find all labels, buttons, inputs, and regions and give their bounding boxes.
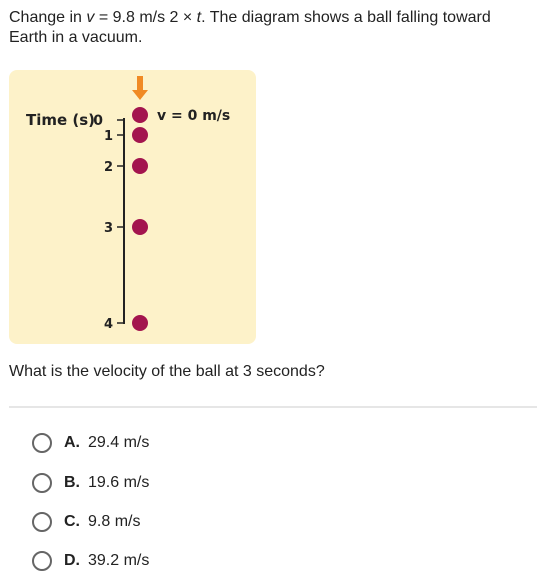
choice-letter: D. [64, 552, 80, 569]
ball-t2 [132, 158, 148, 174]
radio-icon[interactable] [32, 473, 52, 493]
ball-t3 [132, 219, 148, 235]
choice-text: 39.2 m/s [88, 552, 150, 569]
ball-t4 [132, 315, 148, 331]
variable-t: t [196, 9, 202, 26]
prompt-text-2: = 9.8 m/s 2 × [94, 9, 197, 26]
prompt-text-3: . The diagram shows a ball falling toward Earth in a vacuum. [9, 9, 491, 46]
tick-label-3: 3 [103, 221, 113, 236]
tick-label-2: 2 [103, 160, 113, 175]
choice-text: 19.6 m/s [88, 474, 150, 491]
tick-label-4: 4 [103, 317, 113, 332]
choice-text: 29.4 m/s [88, 434, 150, 451]
choice-letter: B. [64, 474, 80, 491]
divider [9, 406, 537, 408]
problem-prompt [9, 8, 529, 48]
diagram-canvas [9, 70, 256, 344]
question-text: What is the velocity of the ball at 3 seconds? [9, 363, 325, 380]
variable-v: v [86, 9, 95, 26]
axis-label: Time (s) [26, 111, 96, 129]
choice-letter: A. [64, 434, 80, 451]
radio-icon[interactable] [32, 433, 52, 453]
radio-icon[interactable] [32, 551, 52, 571]
tick-label-1: 1 [103, 129, 113, 144]
radio-icon[interactable] [32, 512, 52, 532]
choice-letter: C. [64, 513, 80, 530]
ball-t0 [132, 107, 148, 123]
prompt-text-1: Change in [9, 9, 87, 26]
choice-b[interactable] [32, 471, 149, 495]
ball-t1 [132, 127, 148, 143]
choice-a[interactable] [32, 431, 149, 455]
choice-d[interactable] [32, 549, 149, 573]
falling-ball-diagram [9, 70, 256, 344]
choice-text: 9.8 m/s [88, 513, 141, 530]
choice-c[interactable] [32, 510, 140, 534]
down-arrow-icon [132, 76, 148, 100]
tick-label-0: 0 [93, 113, 103, 129]
velocity-label: v = 0 m/s [157, 108, 231, 124]
